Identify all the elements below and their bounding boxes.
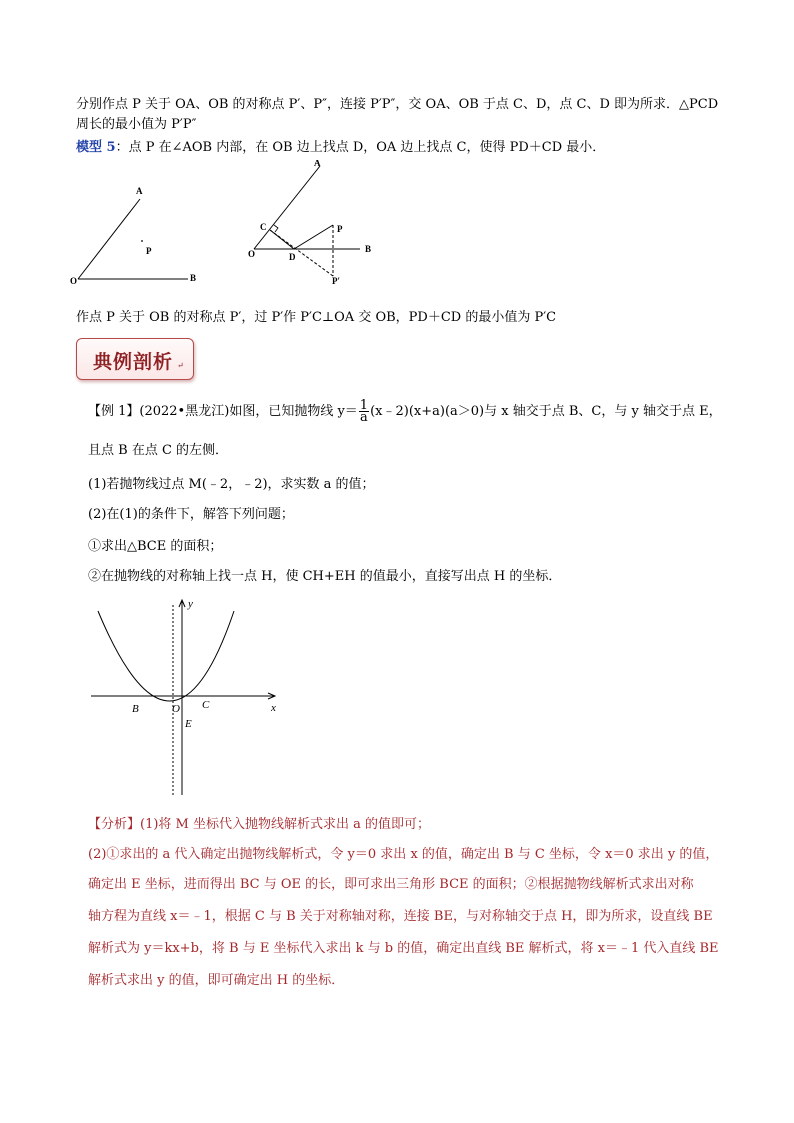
question-1: (1)若抛物线过点 M(﹣2，﹣2)，求实数 a 的值； xyxy=(88,477,375,492)
analysis-line: 【分析】(1)将 M 坐标代入抛物线解析式求出 a 的值即可； xyxy=(88,817,431,832)
model5-heading xyxy=(76,139,605,157)
model5-solution: 作点 P 关于 OB 的对称点 P′，过 P′作 P′C⊥OA 交 OB，PD＋CD 的最小值为 P′C xyxy=(76,310,557,325)
example-tag: 【例 1】 xyxy=(88,404,140,419)
example-source: (2022•黑龙江) xyxy=(139,404,230,419)
label-P: P xyxy=(146,246,152,256)
angle-figure-1 xyxy=(60,180,220,290)
example1-line2: 且点 B 在点 C 的左侧． xyxy=(88,443,229,458)
question-2-1: ①求出△BCE 的面积； xyxy=(88,539,223,554)
label-D: D xyxy=(289,252,296,262)
fraction-denominator: a xyxy=(360,410,368,425)
label-A: A xyxy=(136,186,143,196)
question-2: (2)在(1)的条件下，解答下列问题； xyxy=(88,507,294,522)
label-P-prime: P′ xyxy=(332,276,341,286)
return-mark: ↵ xyxy=(177,361,184,370)
model5-text: ：点 P 在∠AOB 内部，在 OB 边上找点 D，OA 边上找点 C，使得 PD＋CD 最小． xyxy=(115,140,606,155)
label-P: P xyxy=(337,224,343,234)
parabola-graph xyxy=(88,595,288,800)
label-B: B xyxy=(190,273,197,283)
label-A: A xyxy=(314,160,321,168)
fraction xyxy=(359,400,369,423)
analysis-line: 解析式求出 y 的值，即可确定出 H 的坐标． xyxy=(88,973,345,988)
paragraph-line: 分别作点 P 关于 OA、OB 的对称点 P′、P″，连接 P′P″，交 OA、OB 于点 C、D，点 C、D 即为所求．△PCD xyxy=(76,97,719,112)
axis-label-x: x xyxy=(271,702,276,714)
label-C: C xyxy=(260,222,267,232)
label-O: O xyxy=(248,249,256,259)
fraction-numerator: 1 xyxy=(359,398,369,413)
question-2-2: ②在抛物线的对称轴上找一点 H，使 CH+EH 的值最小，直接写出点 H 的坐标． xyxy=(88,569,562,584)
angle-figure-2 xyxy=(240,160,380,290)
analysis-line: 解析式为 y＝kx+b，将 B 与 E 坐标代入求出 k 与 b 的值，确定出直线 BE 解析式，将 x＝﹣1 代入直线 BE xyxy=(88,941,719,956)
analysis-line: (2)①求出的 a 代入确定出抛物线解析式，令 y＝0 求出 x 的值，确定出 B 与 C 坐标，令 x＝0 求出 y 的值， xyxy=(88,847,719,862)
example1-line1 xyxy=(88,398,722,426)
section-badge-title: 典例剖析 xyxy=(93,351,174,373)
label-B: B xyxy=(365,244,372,254)
point-label-O: O xyxy=(172,703,180,715)
point-label-E: E xyxy=(185,718,192,730)
paragraph-line: 周长的最小值为 P′P″ xyxy=(76,117,197,132)
axis-label-y: y xyxy=(188,598,193,610)
section-badge xyxy=(76,338,194,380)
example-text-a: 如图，已知抛物线 y＝ xyxy=(229,404,358,419)
analysis-line: 轴方程为直线 x＝﹣1，根据 C 与 B 关于对称轴对称，连接 BE，与对称轴交于点 H，即为所求，设直线 BE xyxy=(88,909,713,924)
model5-label: 模型 5 xyxy=(76,140,116,155)
point-label-C: C xyxy=(202,699,210,711)
analysis-line: 确定出 E 坐标，进而得出 BC 与 OE 的长，即可求出三角形 BCE 的面积；②根据抛物线解析式求出对称 xyxy=(88,877,694,892)
label-O: O xyxy=(70,276,78,286)
example-text-b: (x﹣2)(x+a)(a＞0)与 x 轴交于点 B、C，与 y 轴交于点 E， xyxy=(370,404,722,419)
point-label-B: B xyxy=(132,703,139,715)
